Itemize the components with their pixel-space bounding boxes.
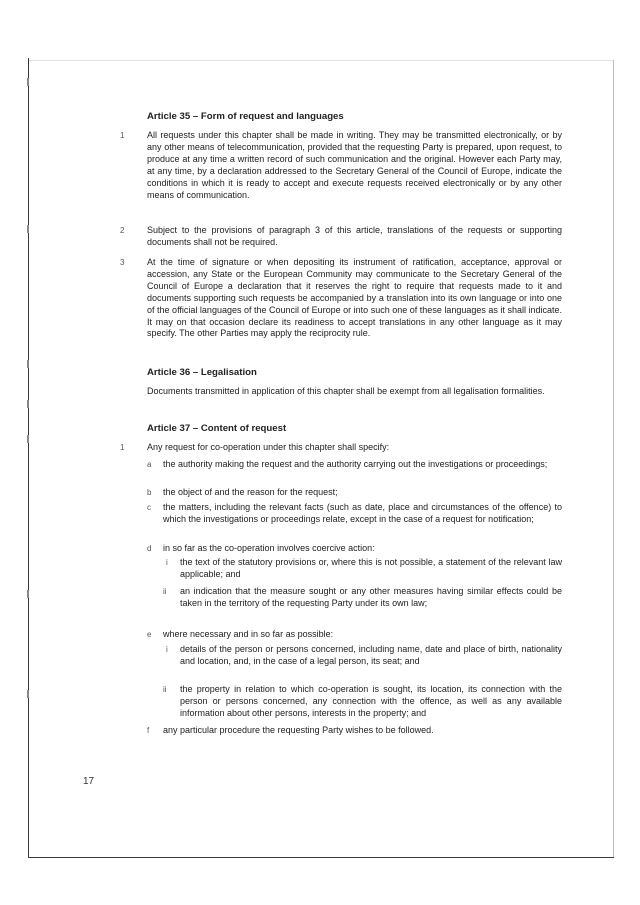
paragraph-number: 1 (120, 131, 125, 140)
article-36-paragraph: Documents transmitted in application of this chapter shall be exempt from all legalisation formalities. (147, 386, 545, 396)
item-label: i (166, 558, 168, 567)
paragraph-number: 1 (120, 443, 125, 452)
paragraph-number: 2 (120, 226, 125, 235)
item-label: ii (163, 685, 167, 694)
article-36-heading: Article 36 – Legalisation (147, 367, 257, 378)
article-37-item-d: in so far as the co-operation involves coercive action: (163, 543, 375, 553)
item-label: a (147, 460, 152, 469)
item-label: d (147, 544, 152, 553)
article-37-item-f: any particular procedure the requesting Party wishes to be followed. (163, 725, 434, 735)
article-37-heading: Article 37 – Content of request (147, 423, 287, 434)
article-37-paragraph-1: Any request for co-operation under this chapter shall specify: (147, 442, 390, 452)
item-label: ii (163, 587, 167, 596)
article-35-paragraph-1: All requests under this chapter shall be made in writing. They may be transmitted electronically, or by any other means of telecommunication, provided that the requesting Party is prepared, upon request, to produce at any time a written record of such communication and the original. However each Party may, at any time, by a declaration addressed to the Secretary General of the Council of Europe, indicate the conditions in which it is ready to accept and execute requests received electronically or by any other means of communication. (147, 130, 562, 200)
article-37-item-e-ii: the property in relation to which co-operation is sought, its location, its connection with the person or persons concerned, any connection with the offence, as well as any available information about other persons, interests in the property; and (180, 684, 562, 718)
item-label: c (147, 503, 151, 512)
page-number: 17 (83, 776, 95, 787)
article-35-heading: Article 35 – Form of request and languages (147, 111, 344, 122)
article-37-item-d-i: the text of the statutory provisions or, where this is not possible, a statement of the relevant law applicable; and (180, 557, 562, 579)
article-35-paragraph-3: At the time of signature or when depositing its instrument of ratification, acceptance, approval or accession, any State or the European Community may communicate to the Secretary General of the Council of Europe a declaration that it reserves the right to require that requests made to it and documents supporting such requests be accompanied by a translation into its own language or into one of the official languages of the Council of Europe or into such one of these languages as it shall indicate. It may on that occasion declare its readiness to accept translations in any other language as it may specify. The other Parties may apply the reciprocity rule. (147, 257, 562, 339)
article-37-item-e: where necessary and in so far as possible: (163, 629, 334, 639)
article-37-item-e-i: details of the person or persons concerned, including name, date and place of birth, nationality and location, and, in the case of a legal person, its seat; and (180, 644, 562, 666)
paragraph-number: 3 (120, 258, 125, 267)
item-label: f (147, 726, 150, 735)
article-35-paragraph-2: Subject to the provisions of paragraph 3 of this article, translations of the requests or supporting documents shall not be required. (147, 225, 562, 247)
article-37-item-a: the authority making the request and the authority carrying out the investigations or proceedings; (163, 459, 548, 469)
article-37-item-d-ii: an indication that the measure sought or any other measures having similar effects could be taken in the territory of the requesting Party under its own law; (180, 586, 562, 608)
item-label: b (147, 488, 152, 497)
item-label: e (147, 630, 152, 639)
article-37-item-c: the matters, including the relevant facts (such as date, place and circumstances of the offence) to which the investigations or proceedings relate, except in the case of a request for notification; (163, 502, 562, 524)
article-37-item-b: the object of and the reason for the request; (163, 487, 338, 497)
item-label: i (166, 645, 168, 654)
